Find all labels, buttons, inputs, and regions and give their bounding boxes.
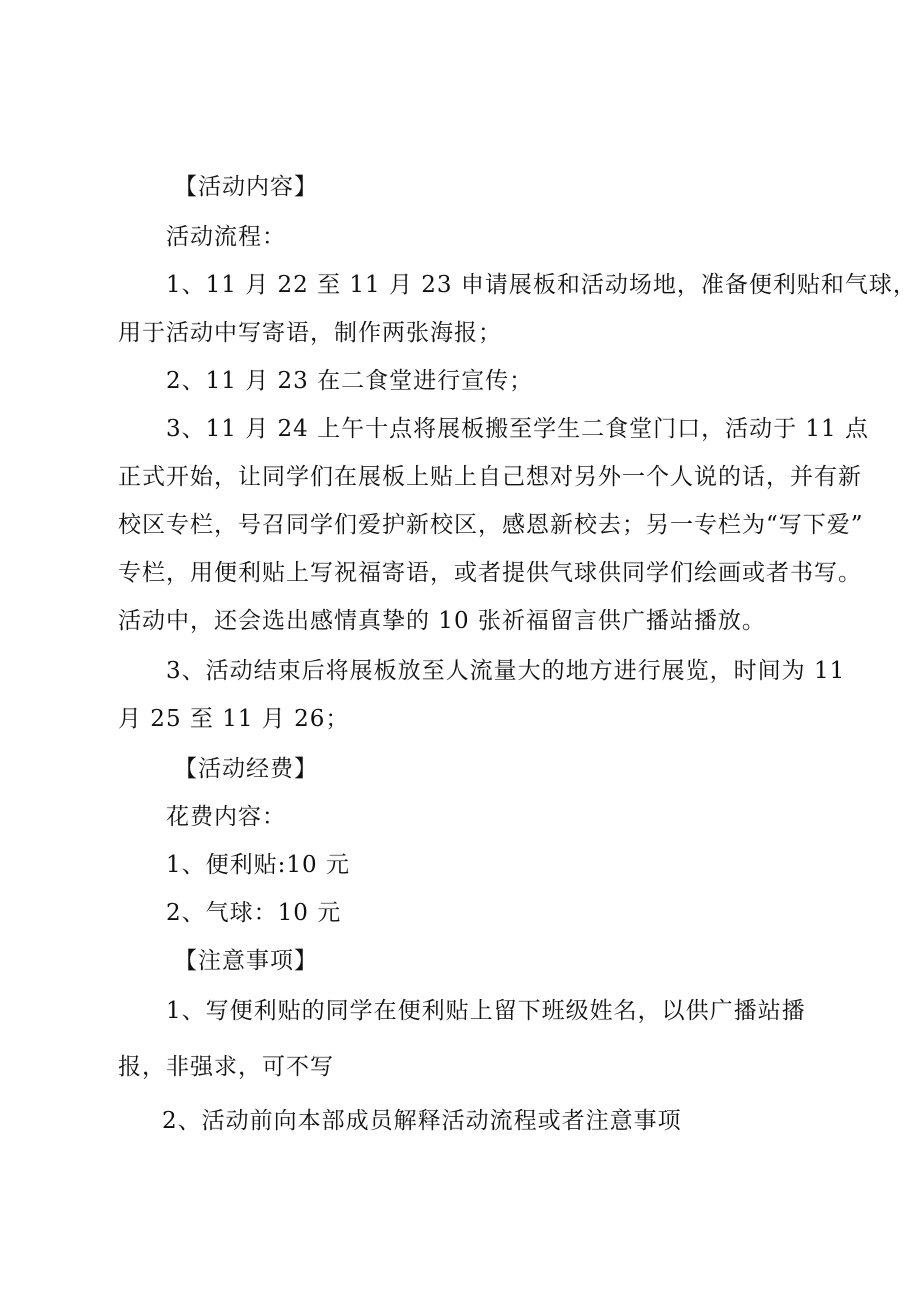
paragraph-line: 花费内容： bbox=[166, 804, 286, 830]
paragraph-line: 专栏，用便利贴上写祝福寄语，或者提供气球供同学们绘画或者书写。 bbox=[118, 560, 862, 586]
paragraph-line: 活动中，还会选出感情真挚的 10 张祈福留言供广播站播放。 bbox=[118, 608, 766, 634]
paragraph-line: 2、活动前向本部成员解释活动流程或者注意事项 bbox=[162, 1108, 682, 1134]
paragraph-line: 3、11 月 24 上午十点将展板搬至学生二食堂门口，活动于 11 点 bbox=[166, 416, 869, 442]
paragraph-line: 用于活动中写寄语，制作两张海报； bbox=[118, 320, 502, 346]
paragraph-line: 2、11 月 23 在二食堂进行宣传； bbox=[166, 368, 534, 394]
paragraph-line: 正式开始，让同学们在展板上贴上自己想对另外一个人说的话，并有新 bbox=[118, 464, 862, 490]
section-heading-content: 【活动内容】 bbox=[174, 174, 318, 200]
section-heading-budget: 【活动经费】 bbox=[174, 756, 318, 782]
section-heading-notes: 【注意事项】 bbox=[174, 948, 318, 974]
paragraph-line: 2、气球：10 元 bbox=[166, 900, 342, 926]
paragraph-line: 报，非强求，可不写 bbox=[118, 1054, 334, 1080]
paragraph-line: 活动流程： bbox=[166, 224, 286, 250]
paragraph-line: 1、便利贴:10 元 bbox=[166, 852, 350, 878]
paragraph-line: 1、写便利贴的同学在便利贴上留下班级姓名，以供广播站播 bbox=[166, 998, 806, 1024]
paragraph-line: 校区专栏，号召同学们爱护新校区，感恩新校去；另一专栏为“写下爱” bbox=[118, 512, 864, 538]
paragraph-line: 1、11 月 22 至 11 月 23 申请展板和活动场地，准备便利贴和气球， bbox=[166, 272, 917, 298]
paragraph-line: 月 25 至 11 月 26； bbox=[118, 706, 350, 732]
paragraph-line: 3、活动结束后将展板放至人流量大的地方进行展览，时间为 11 bbox=[166, 658, 846, 684]
